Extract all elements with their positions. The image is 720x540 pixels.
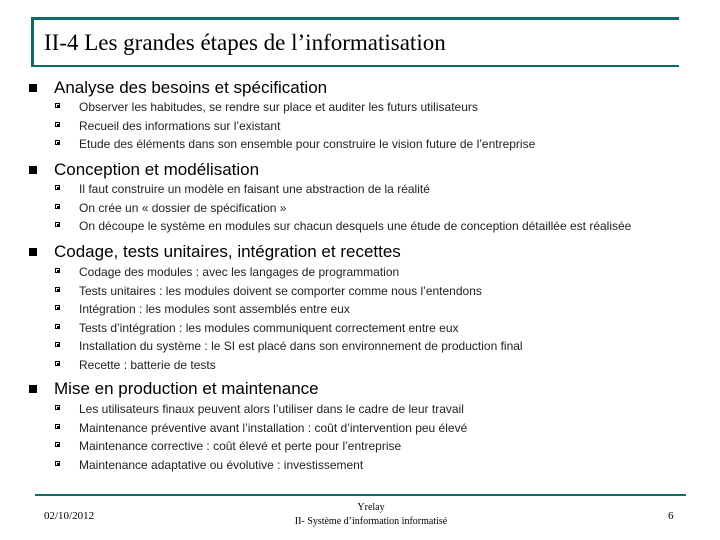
hollow-square-bullet-icon: [55, 342, 60, 347]
slide-title: II-4 Les grandes étapes de l’informatisation: [44, 30, 446, 55]
list-item-text: Codage des modules : avec les langages de programmation: [79, 265, 400, 279]
section-heading-text: Analyse des besoins et spécification: [54, 78, 328, 97]
list-item-text: Observer les habitudes, se rendre sur place et auditer les futurs utilisateurs: [79, 100, 478, 114]
hollow-square-bullet-icon: [55, 305, 60, 310]
square-bullet-icon: [29, 248, 37, 256]
hollow-square-bullet-icon: [55, 287, 60, 292]
section-heading-text: Mise en production et maintenance: [54, 379, 319, 398]
hollow-square-bullet-icon: [55, 204, 60, 209]
hollow-square-bullet-icon: [55, 122, 60, 127]
list-item-text: Recette : batterie de tests: [79, 357, 216, 372]
list-item-text: On découpe le système en modules sur chacun desquels une étude de conception détaillée est réalisée: [79, 219, 632, 233]
list-item-text: Intégration : les modules sont assemblés entre eux: [79, 302, 350, 316]
hollow-square-bullet-icon: [55, 424, 60, 429]
list-item-text: Les utilisateurs finaux peuvent alors l’utiliser dans le cadre de leur travail: [79, 402, 464, 416]
list-item-text: Tests d’intégration : les modules communiquent correctement entre eux: [79, 320, 459, 335]
list-item-text: Installation du système : le SI est placé dans son environnement de production final: [79, 339, 523, 353]
hollow-square-bullet-icon: [55, 185, 60, 190]
hollow-square-bullet-icon: [55, 361, 60, 366]
hollow-square-bullet-icon: [55, 140, 60, 145]
hollow-square-bullet-icon: [55, 442, 60, 447]
page-number: 6: [668, 510, 674, 522]
square-bullet-icon: [29, 166, 37, 174]
hollow-square-bullet-icon: [55, 268, 60, 273]
square-bullet-icon: [29, 385, 37, 393]
hollow-square-bullet-icon: [55, 103, 60, 108]
list-item-text: Maintenance préventive avant l’installation : coût d’intervention peu élevé: [79, 420, 468, 435]
hollow-square-bullet-icon: [55, 461, 60, 466]
list-item-text: Il faut construire un modèle en faisant une abstraction de la réalité: [79, 182, 430, 196]
list-item-text: On crée un « dossier de spécification »: [79, 200, 287, 215]
square-bullet-icon: [29, 84, 37, 92]
section-heading-text: Conception et modélisation: [54, 160, 260, 179]
hollow-square-bullet-icon: [55, 222, 60, 227]
list-item-text: Tests unitaires : les modules doivent se comporter comme nous l’entendons: [79, 283, 482, 298]
hollow-square-bullet-icon: [55, 324, 60, 329]
list-item-text: Etude des éléments dans son ensemble pour construire le vision future de l’entreprise: [79, 137, 536, 151]
hollow-square-bullet-icon: [55, 405, 60, 410]
list-item-text: Recueil des informations sur l’existant: [79, 118, 281, 133]
list-item-text: Maintenance adaptative ou évolutive : investissement: [79, 457, 364, 472]
section-heading-text: Codage, tests unitaires, intégration et recettes: [54, 242, 401, 261]
footer-author: Yrelay: [357, 502, 385, 513]
footer-course: II- Système d’information informatisé: [294, 516, 448, 527]
footer-date: 02/10/2012: [44, 510, 95, 522]
footer-center: [260, 501, 482, 529]
footer-divider: [35, 494, 686, 496]
list-item-text: Maintenance corrective : coût élevé et perte pour l’entreprise: [79, 439, 402, 453]
